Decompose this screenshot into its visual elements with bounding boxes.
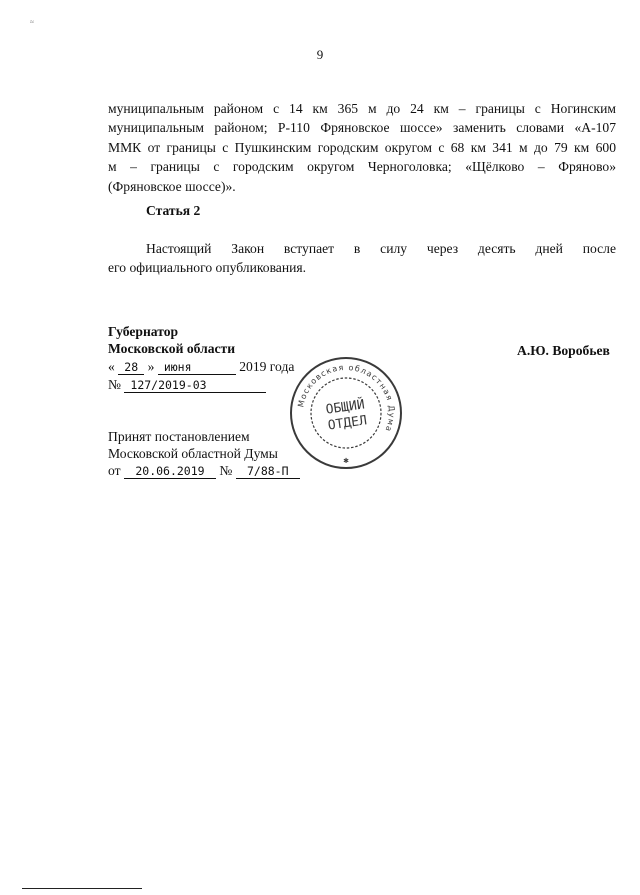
number-sign: №	[219, 463, 233, 478]
text-line: муниципальным районом с 14 км 365 м до 24 км – границы с Ногинским	[108, 101, 616, 116]
adoption-date-line	[108, 462, 300, 479]
article-paragraph	[108, 239, 616, 278]
text-line: ММК от границы с Пушкинским городским округом с 68 км 341 м до 79 км 600	[108, 139, 616, 155]
text-line: его официального опубликования.	[108, 260, 307, 276]
law-number-value: 127/2019-03	[124, 378, 266, 393]
adoption-date: 20.06.2019	[124, 464, 216, 479]
intro-paragraph	[108, 99, 616, 196]
footer-rule	[22, 888, 142, 889]
article-heading: Статья 2	[146, 203, 201, 218]
stamp-star-icon: ✱	[343, 457, 349, 465]
signing-month: июня	[158, 360, 236, 375]
signing-date	[108, 358, 294, 375]
law-number	[108, 376, 266, 393]
page-number: 9	[316, 47, 324, 62]
signing-day: 28	[118, 360, 144, 375]
round-stamp	[288, 355, 404, 471]
text-line: (Фряновское шоссе)».	[108, 178, 236, 194]
signer-name: А.Ю. Воробьев	[517, 343, 610, 358]
scan-mark: ≈	[30, 18, 34, 26]
number-sign: №	[108, 377, 121, 392]
text-line: м – границы с городским округом Черноголовка; «Щёлково – Фряново»	[108, 159, 616, 175]
signing-year: 2019 года	[239, 359, 295, 374]
quote-close: »	[147, 359, 155, 374]
text-line: муниципальным районом; Р-110 Фряновское шоссе» заменить словами «А-107	[108, 120, 616, 136]
stamp-center-line1: ОБЩИЙ	[324, 397, 366, 418]
governor-title: Губернатор	[108, 324, 179, 339]
text-line: Настоящий Закон вступает в силу через десять дней после	[146, 241, 616, 256]
governor-region: Московской области	[108, 341, 236, 356]
stamp-center-line2: ОТДЕЛ	[327, 413, 368, 434]
quote-open: «	[108, 359, 115, 374]
from-label: от	[108, 463, 121, 478]
stamp-ring-text: Московская областная Дума	[296, 362, 397, 434]
resolution-number: 7/88-П	[236, 464, 300, 479]
adopted-line-1: Принят постановлением	[108, 429, 250, 444]
adopted-line-2: Московской областной Думы	[108, 446, 278, 461]
